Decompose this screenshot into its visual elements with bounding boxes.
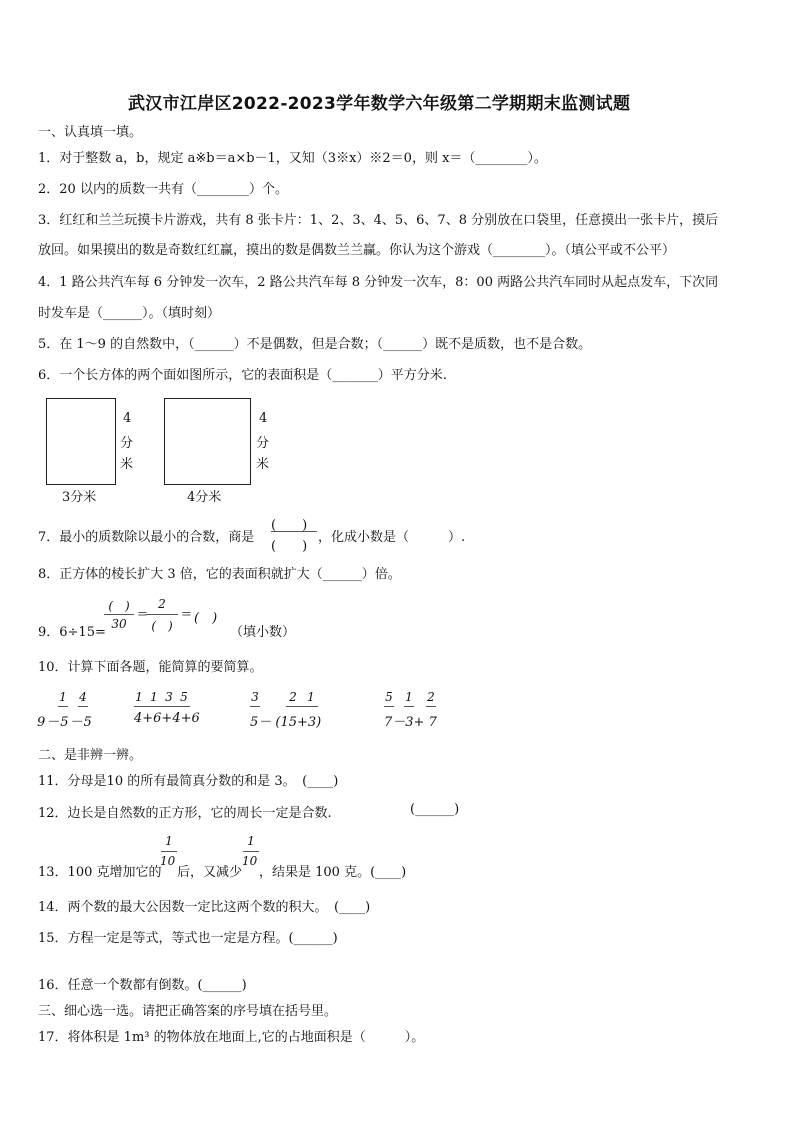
question-7-fraction-numerator: ( ) xyxy=(271,518,308,533)
question-13-fraction-1-bar xyxy=(161,851,177,852)
face-1-height-unit-2: 米 xyxy=(120,457,134,472)
expression-4-numerator-1: 5 xyxy=(385,690,393,704)
expression-3-bar-2 xyxy=(286,706,318,707)
question-9-fraction-2-numerator: 2 xyxy=(158,597,166,611)
question-9-instruction: （填小数） xyxy=(230,625,296,640)
question-9-lead: 9．6÷15= xyxy=(38,625,106,640)
face-1-width-label: 3分米 xyxy=(62,490,97,505)
page-title: 武汉市江岸区2022-2023学年数学六年级第二学期期末监测试题 xyxy=(128,94,631,114)
expression-3-numerator-3: 1 xyxy=(307,690,315,704)
question-4-line-2: 时发车是（______）。（填时刻） xyxy=(38,306,221,321)
expression-3-body: 5－ (15+3) xyxy=(250,715,322,730)
question-3-line-2: 放回。如果摸出的数是奇数红红赢，摸出的数是偶数兰兰赢。你认为这个游戏（________）。（填公平或不公平） xyxy=(38,243,676,258)
question-7-answer-text: ，化成小数是（ ）. xyxy=(318,530,466,545)
question-12: 12．边长是自然数的正方形，它的周长一定是合数. xyxy=(38,806,332,821)
question-13-fraction-1-denominator: 10 xyxy=(160,854,176,868)
expression-2-body: 4+6+4+6 xyxy=(134,711,200,726)
question-13-part-2: 后，又减少 xyxy=(177,865,243,880)
question-9-fraction-1-denominator: 30 xyxy=(111,617,127,631)
question-13-fraction-2-numerator: 1 xyxy=(247,834,255,848)
question-6: 6．一个长方体的两个面如图所示，它的表面积是（_______）平方分米. xyxy=(38,368,447,383)
question-15: 15．方程一定是等式，等式也一定是方程。(______) xyxy=(38,931,338,946)
question-9-equals-2: = xyxy=(181,607,192,622)
question-9-fraction-2-bar xyxy=(146,614,178,615)
question-7-fraction-denominator: ( ) xyxy=(271,539,308,554)
expression-1-bar-2 xyxy=(78,706,88,707)
face-2-height-unit-2: 米 xyxy=(256,457,270,472)
face-2-width-label: 4分米 xyxy=(187,490,222,505)
question-9-fraction-2-denominator: ( ) xyxy=(151,619,173,633)
question-13-fraction-1-numerator: 1 xyxy=(165,834,173,848)
question-10: 10．计算下面各题，能简算的要简算。 xyxy=(38,660,263,675)
question-13-fraction-2-bar xyxy=(243,851,259,852)
expression-4-bar-2 xyxy=(404,706,414,707)
question-14: 14．两个数的最大公因数一定比这两个数的积大。 (____) xyxy=(38,900,371,915)
expression-4-numerator-2: 1 xyxy=(405,690,413,704)
face-2-height-number: 4 xyxy=(259,411,268,426)
expression-2-bars xyxy=(134,706,190,707)
question-8: 8．正方体的棱长扩大 3 倍，它的表面积就扩大（______）倍。 xyxy=(38,567,401,582)
expression-2-numerator-1: 1 xyxy=(135,690,143,704)
question-7-fraction-bar xyxy=(271,531,317,532)
question-9-equals-1: = xyxy=(137,607,148,622)
question-5: 5．在 1～9 的自然数中，（______）不是偶数，但是合数；（______）既不是质数，也不是合数。 xyxy=(38,337,592,352)
expression-3-numerator-1: 3 xyxy=(251,690,259,704)
expression-1-body: 9－5－5 xyxy=(37,715,93,730)
section-heading-2: 二、是非辨一辨。 xyxy=(38,748,143,763)
question-13-part-3: ，结果是 100 克。(____) xyxy=(259,865,407,880)
face-1-height-number: 4 xyxy=(123,411,132,426)
expression-2-numerator-4: 5 xyxy=(180,690,188,704)
section-heading-1: 一、认真填一填。 xyxy=(38,125,143,140)
question-13-part-1: 13．100 克增加它的 xyxy=(38,865,162,880)
question-2: 2．20 以内的质数一共有（________）个。 xyxy=(38,182,288,197)
expression-3-numerator-2: 2 xyxy=(289,690,297,704)
question-1: 1．对于整数 a，b，规定 a※b＝a×b－1，又知（3※x）※2＝0，则 x＝（________）。 xyxy=(38,151,547,166)
expression-4-body: 7－3+ 7 xyxy=(384,715,437,730)
face-1-height-unit-1: 分 xyxy=(120,436,134,451)
expression-1-bar-1 xyxy=(58,706,68,707)
question-12-blank: (______) xyxy=(410,802,460,817)
question-4-line-1: 4．1 路公共汽车每 6 分钟发一次车，2 路公共汽车每 8 分钟发一次车，8：00 两路公共汽车同时从起点发车，下次同 xyxy=(38,275,719,290)
question-9-decimal-blank: ( ) xyxy=(194,611,218,626)
expression-4-bar-3 xyxy=(426,706,436,707)
expression-2-numerator-3: 3 xyxy=(165,690,173,704)
expression-1-numerator-1: 1 xyxy=(59,690,67,704)
expression-4-numerator-3: 2 xyxy=(427,690,435,704)
face-2-height-unit-1: 分 xyxy=(256,436,270,451)
question-7-text: 7．最小的质数除以最小的合数，商是 xyxy=(38,530,255,545)
expression-3-bar-1 xyxy=(250,706,260,707)
question-13-fraction-2-denominator: 10 xyxy=(242,854,258,868)
question-9-fraction-1-bar xyxy=(104,614,134,615)
expression-1-numerator-2: 4 xyxy=(79,690,87,704)
question-16: 16．任意一个数都有倒数。(______) xyxy=(38,978,247,993)
question-11: 11．分母是10 的所有最简真分数的和是 3。 (____) xyxy=(38,774,339,789)
question-3-line-1: 3．红红和兰兰玩摸卡片游戏，共有 8 张卡片：1、2、3、4、5、6、7、8 分别放在口袋里，任意摸出一张卡片，摸后 xyxy=(38,213,719,228)
question-9-fraction-1-numerator: ( ) xyxy=(108,599,130,613)
face-rectangle-2 xyxy=(164,398,251,485)
question-17: 17．将体积是 1m³ 的物体放在地面上,它的占地面积是（ ）。 xyxy=(38,1030,425,1045)
expression-2-numerator-2: 1 xyxy=(150,690,158,704)
section-heading-3: 三、细心选一选。请把正确答案的序号填在括号里。 xyxy=(38,1004,338,1019)
expression-4-bar-1 xyxy=(384,706,394,707)
face-rectangle-1 xyxy=(46,398,116,485)
